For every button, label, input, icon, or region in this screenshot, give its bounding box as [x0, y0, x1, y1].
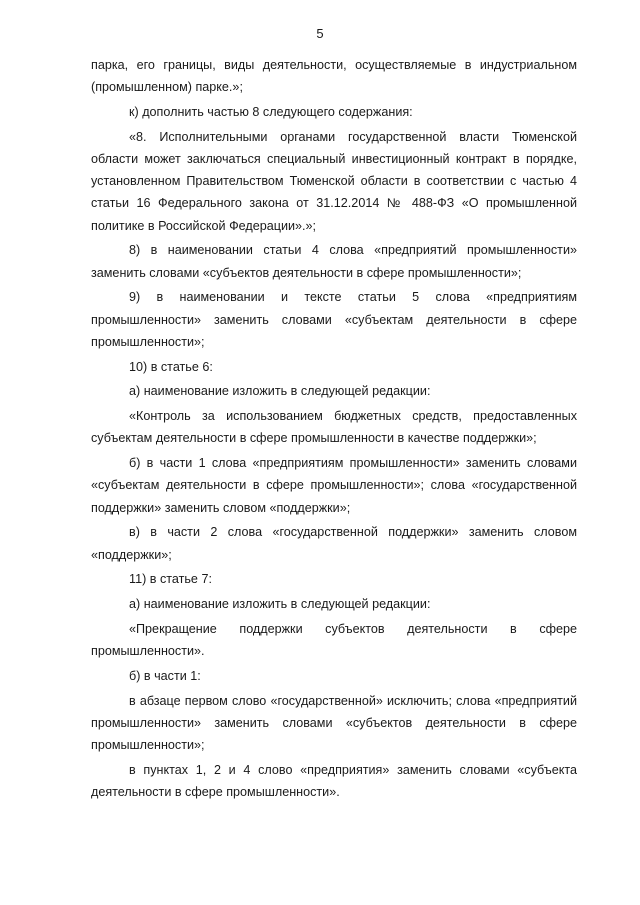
paragraph-item-10-b: б) в части 1 слова «предприятиям промышленности» заменить словами «субъектам деятельности в сфере промышленности»; слова «государственной поддержки» заменить словом «поддержки»; — [91, 456, 577, 515]
page-number: 5 — [316, 26, 324, 41]
paragraph-item-10: 10) в статье 6: — [129, 359, 213, 374]
paragraph-item-9: 9) в наименовании и тексте статьи 5 слова «предприятиям промышленности» заменить словами «субъектам деятельности в сфере промышленности»; — [91, 290, 577, 349]
paragraph-item-10-a: а) наименование изложить в следующей редакции: — [129, 384, 431, 399]
paragraph-park-continuation: парка, его границы, виды деятельности, осуществляемые в индустриальном (промышленном) парке.»; — [91, 58, 577, 95]
paragraph-item-11-b-second: в пунктах 1, 2 и 4 слово «предприятия» заменить словами «субъекта деятельности в сфере промышленности». — [91, 763, 577, 800]
paragraph-item-11-a: а) наименование изложить в следующей редакции: — [129, 597, 431, 612]
paragraph-item-10-a-text: «Контроль за использованием бюджетных средств, предоставленных субъектам деятельности в сфере промышленности в качестве поддержки»; — [91, 409, 577, 446]
paragraph-item-11: 11) в статье 7: — [129, 572, 212, 587]
paragraph-item-11-b: б) в части 1: — [129, 669, 201, 683]
paragraph-item-11-a-text: «Прекращение поддержки субъектов деятельности в сфере промышленности». — [91, 622, 577, 659]
paragraph-item-11-b-first: в абзаце первом слово «государственной» исключить; слова «предприятий промышленности» заменить словами «субъектов деятельности в сфере промышленности»; — [91, 693, 577, 753]
paragraph-item-10-v: в) в части 2 слова «государственной поддержки» заменить словом «поддержки»; — [91, 525, 577, 562]
paragraph-item-8: 8) в наименовании статьи 4 слова «предприятий промышленности» заменить словами «субъектов деятельности в сфере промышленности»; — [91, 243, 577, 280]
paragraph-item-k: к) дополнить частью 8 следующего содержания: — [129, 105, 413, 119]
document-body — [91, 54, 577, 803]
paragraph-part-8-text: «8. Исполнительными органами государственной власти Тюменской области может заключаться специальный инвестиционный контракт в порядке, установленном Правительством Тюменской области в соответствии с частью 4 статьи 16 Федерального закона от 31.12.2014 № 488-ФЗ «О промышленной политике в Российской Федерации».»; — [91, 129, 577, 233]
